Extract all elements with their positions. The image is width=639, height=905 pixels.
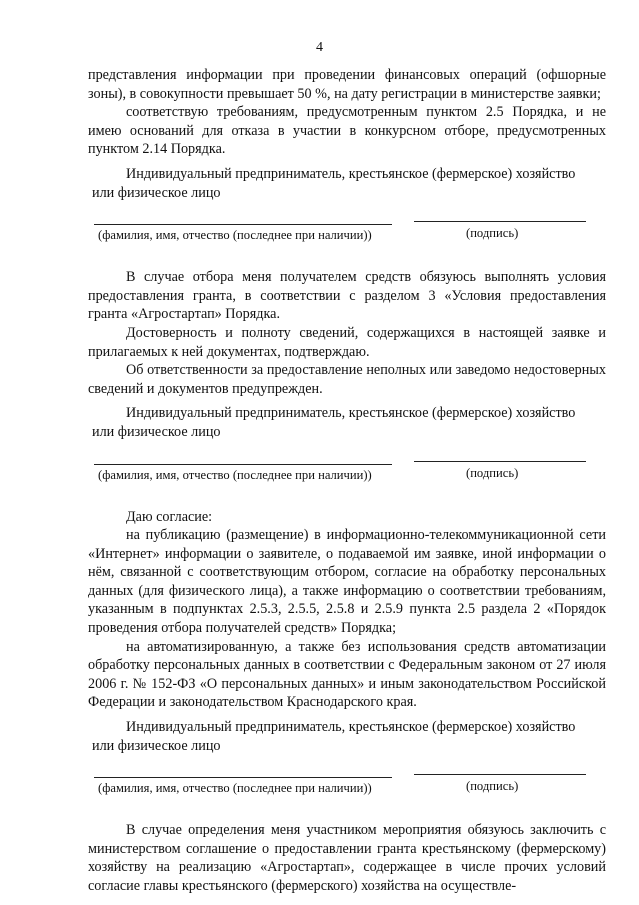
signature-block-1 bbox=[88, 224, 606, 258]
name-caption: (фамилия, имя, отчество (последнее при наличии)) bbox=[98, 467, 372, 482]
signature-caption: (подпись) bbox=[466, 465, 519, 480]
name-line bbox=[94, 777, 392, 778]
signer-label-line2: или физическое лицо bbox=[92, 423, 221, 440]
signer-label-line1: Индивидуальный предприниматель, крестьянское (фермерское) хозяйство bbox=[126, 165, 576, 182]
signature-line bbox=[414, 774, 586, 775]
name-caption: (фамилия, имя, отчество (последнее при наличии)) bbox=[98, 228, 372, 243]
signature-block-2 bbox=[88, 464, 606, 498]
name-line bbox=[94, 464, 392, 465]
signer-label-line2: или физическое лицо bbox=[92, 737, 221, 754]
signature-block-3 bbox=[88, 777, 606, 811]
signer-label-line2: или физическое лицо bbox=[92, 184, 221, 201]
signer-label-line1: Индивидуальный предприниматель, крестьянское (фермерское) хозяйство bbox=[126, 719, 576, 736]
signature-caption: (подпись) bbox=[466, 779, 519, 794]
paragraph-consent-publication: на публикацию (размещение) в информационно-телекоммуникационной сети «Интернет» информации о заявителе, о подаваемой им заявке, иной информации о нём, связанной с соответствующим отбором, согласие на обработку персональных данных (для физического лица), а также информацию о соответствии требованиям, указанным в подпунктах 2.5.3, 2.5.5, 2.5.8 и 2.5.9 пункта 2.5 раздела 2 «Порядок проведения отбора получателей средств» Порядка; bbox=[88, 527, 606, 637]
paragraph-requirements: соответствую требованиям, предусмотренным пунктом 2.5 Порядка, и не имею оснований для отказа в участии в конкурсном отборе, предусмотренных пунктом 2.14 Порядка. bbox=[88, 104, 606, 158]
signature-line bbox=[414, 461, 586, 462]
paragraph-responsibility: Об ответственности за предоставление неполных или заведомо недостоверных сведений и документов предупрежден. bbox=[88, 362, 606, 397]
paragraph-offshore: представления информации при проведении финансовых операций (офшорные зоны), в совокупности превышает 50 %, на дату регистрации в министерстве заявки; bbox=[88, 67, 606, 102]
signature-line bbox=[414, 221, 586, 222]
document-body bbox=[88, 66, 606, 896]
paragraph-accuracy: Достоверность и полноту сведений, содержащихся в настоящей заявке и прилагаемых к ней документах, подтверждаю. bbox=[88, 324, 606, 360]
page-number: 4 bbox=[316, 40, 323, 55]
paragraph-consent-processing: на автоматизированную, а также без использования средств автоматизации обработку персональных данных в соответствии с Федеральным законом от 27 июля 2006 г. № 152-ФЗ «О персональных данных» и иным законодательством Российской Федерации и законодательством Краснодарского края. bbox=[88, 638, 606, 711]
signature-caption: (подпись) bbox=[466, 226, 519, 241]
name-caption: (фамилия, имя, отчество (последнее при наличии)) bbox=[98, 781, 372, 796]
paragraph-obligations: В случае отбора меня получателем средств обязуюсь выполнять условия предоставления гранта, в соответствии с разделом 3 «Условия предоставления гранта «Агростартап» Порядка. bbox=[88, 269, 606, 323]
signer-label-line1: Индивидуальный предприниматель, крестьянское (фермерское) хозяйство bbox=[126, 405, 576, 422]
paragraph-consent-intro: Даю согласие: bbox=[126, 508, 213, 525]
name-line bbox=[94, 224, 392, 225]
paragraph-agreement: В случае определения меня участником мероприятия обязуюсь заключить с министерством соглашение о предоставлении гранта крестьянскому (фермерскому) хозяйству на реализацию «Агростартап», содержащее в числе прочих условий согласие главы крестьянского (фермерского) хозяйства на осуществле- bbox=[88, 822, 606, 894]
